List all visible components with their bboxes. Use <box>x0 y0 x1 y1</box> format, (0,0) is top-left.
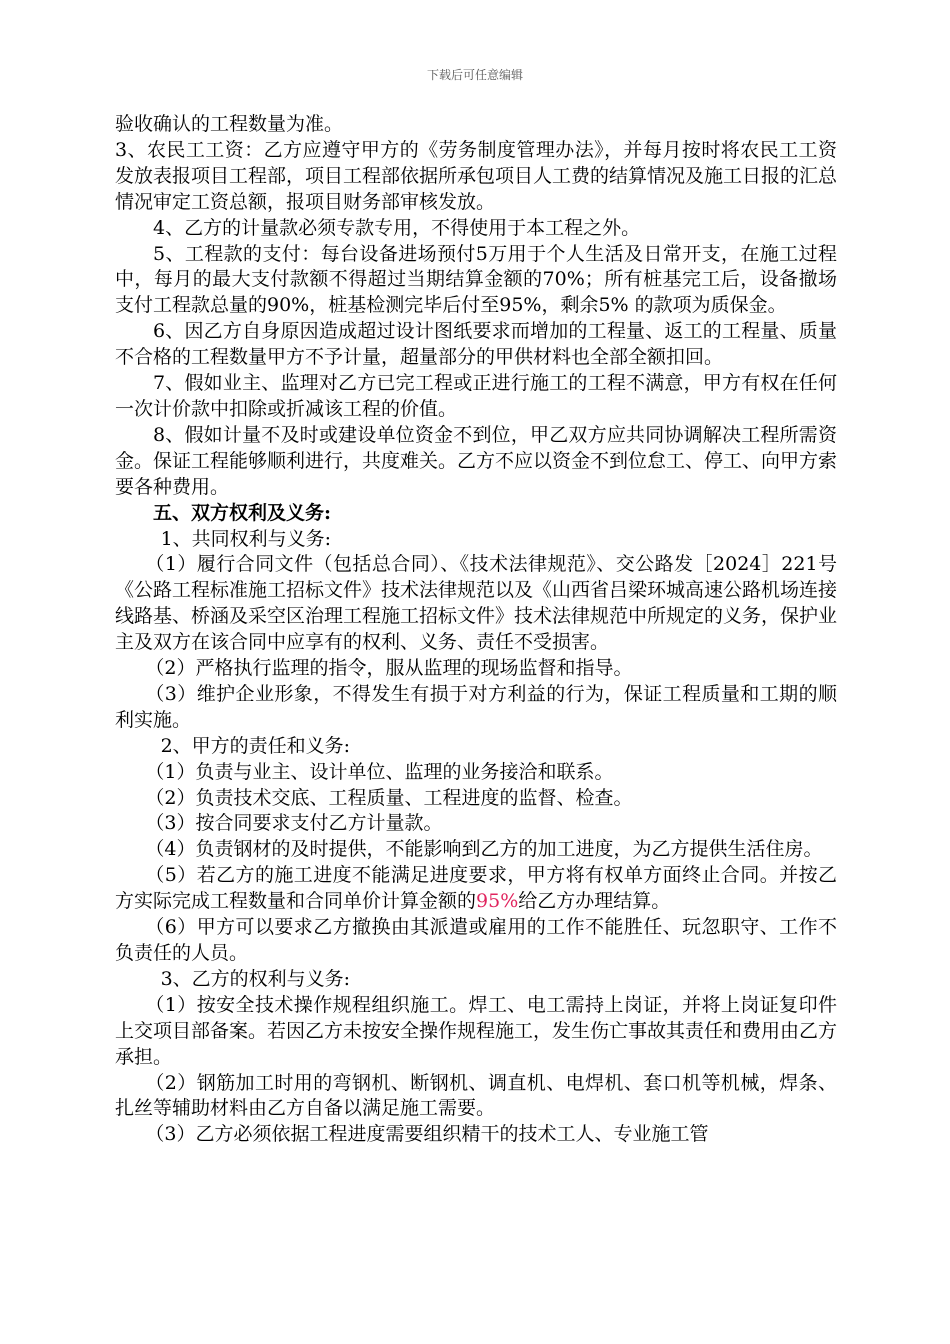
paragraph: （1）负责与业主、设计单位、监理的业务接洽和联系。 <box>145 760 614 783</box>
paragraph: （2）严格执行监理的指令，服从监理的现场监督和指导。 <box>145 657 633 680</box>
paragraph: （3）按合同要求支付乙方计量款。 <box>145 812 443 835</box>
highlighted-percentage: 95% <box>476 890 519 913</box>
paragraph: 5、工程款的支付：每台设备进场预付5万用于个人生活及日常开支，在施工过程中，每月的最大支付款额不得超过当期结算金额的70%；所有桩基完工后，设备撤场支付工程款总量的90%，桩基检测完毕后付至95%，剩余5% 的款项为质保金。 <box>115 242 837 317</box>
page-header-note: 下载后可任意编辑 <box>426 68 523 82</box>
paragraph: 验收确认的工程数量为准。 <box>115 113 344 135</box>
paragraph: （3）维护企业形象，不得发生有损于对方利益的行为，保证工程质量和工期的顺利实施。 <box>115 682 837 731</box>
paragraph: 3、农民工工资：乙方应遵守甲方的《劳务制度管理办法》，并每月按时将农民工工资发放表报项目工程部，项目工程部依据所承包项目人工费的结算情况及施工日报的汇总情况审定工资总额，报项目财务部审核发放。 <box>115 138 838 213</box>
paragraph: （6）甲方可以要求乙方撤换由其派遣或雇用的工作不能胜任、玩忽职守、工作不负责任的人员。 <box>115 916 837 964</box>
subsection-heading: 2、甲方的责任和义务: <box>160 734 351 757</box>
paragraph-text-after: 给乙方办理结算。 <box>518 890 671 913</box>
paragraph: （1）履行合同文件（包括总合同）、《技术法律规范》、交公路发［2024］221号《公路工程标准施工招标文件》技术法律规范以及《山西省吕梁环城高速公路机场连接线路基、桥涵及采空区治理工程施工招标文件》技术法律规范中所规定的义务，保护业主及双方在该合同中应享有的权利、义务、责任不受损害。 <box>115 553 838 654</box>
paragraph: 4、乙方的计量款必须专款专用，不得使用于本工程之外。 <box>153 216 641 239</box>
paragraph: 7、假如业主、监理对乙方已完工程或正进行施工的工程不满意，甲方有权在任何一次计价款中扣除或折减该工程的价值。 <box>115 372 837 420</box>
document-body <box>115 112 837 1148</box>
paragraph: （2）钢筋加工时用的弯钢机、断钢机、调直机、电焊机、套口机等机械，焊条、扎丝等辅助材料由乙方自备以满足施工需要。 <box>115 1071 837 1120</box>
subsection-heading: 3、乙方的权利与义务: <box>160 967 351 990</box>
paragraph: （4）负责钢材的及时提供，不能影响到乙方的加工进度，为乙方提供生活住房。 <box>145 838 823 861</box>
paragraph: （1）按安全技术操作规程组织施工。焊工、电工需持上岗证，并将上岗证复印件上交项目部备案。若因乙方未按安全操作规程施工，发生伤亡事故其责任和费用由乙方承担。 <box>115 993 838 1068</box>
paragraph-with-highlight <box>115 863 837 915</box>
paragraph: 8、假如计量不及时或建设单位资金不到位，甲乙双方应共同协调解决工程所需资金。保证工程能够顺利进行，共度难关。乙方不应以资金不到位怠工、停工、向甲方索要各种费用。 <box>115 423 838 498</box>
paragraph-text-before: （5）若乙方的施工进度不能满足进度要求，甲方将有权单方面终止合同。并按乙方实际完成工程数量和合同单价计算金额的 <box>115 864 837 913</box>
paragraph: （3）乙方必须依据工程进度需要组织精干的技术工人、专业施工管 <box>145 1123 709 1146</box>
paragraph: （2）负责技术交底、工程质量、工程进度的监督、检查。 <box>145 786 633 809</box>
subsection-heading: 1、共同权利与义务: <box>160 527 332 550</box>
paragraph: 6、因乙方自身原因造成超过设计图纸要求而增加的工程量、返工的工程量、质量不合格的工程数量甲方不予计量，超量部分的甲供材料也全部全额扣回。 <box>115 320 837 369</box>
section-heading: 五、双方权利及义务: <box>153 501 332 524</box>
